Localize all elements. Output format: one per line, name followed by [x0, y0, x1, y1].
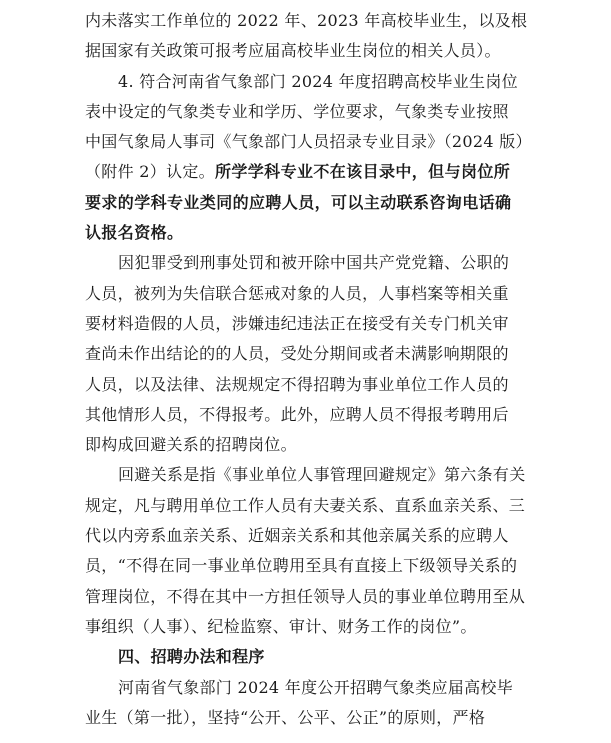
paragraph-line: 业生（第一批），坚持“公开、公平、公正”的原则，严格	[85, 707, 486, 727]
paragraph-line: 人员，以及法律、法规规定不得招聘为事业单位工作人员的	[85, 374, 509, 394]
paragraph-line: 事组织（人事）、纪检监察、审计、财务工作的岗位”。	[85, 616, 477, 636]
paragraph-line: 河南省气象部门 2024 年度公开招聘气象类应届高校毕	[118, 677, 513, 697]
paragraph-line: 代以内旁系血亲关系、近姻亲关系和其他亲属关系的应聘人	[85, 526, 509, 546]
paragraph-line: 人员，被列为失信联合惩戒对象的人员，人事档案等相关重	[85, 283, 509, 303]
paragraph-line: 员，“不得在同一事业单位聘用至具有直接上下级领导关系的	[85, 556, 518, 576]
paragraph-line: 查尚未作出结论的的人员，受处分期间或者未满影响期限的	[85, 344, 509, 364]
paragraph-line: 内未落实工作单位的 2022 年、2023 年高校毕业生，以及根	[85, 11, 528, 30]
paragraph-line: 据国家有关政策可报考应届高校毕业生岗位的相关人员）。	[85, 41, 501, 61]
paragraph-line: 其他情形人员，不得报考。此外，应聘人员不得报考聘用后	[85, 404, 509, 424]
paragraph-line: 规定，凡与聘用单位工作人员有夫妻关系、直系血亲关系、三	[85, 495, 526, 515]
paragraph-line	[85, 157, 581, 187]
emphasis-text: 所学学科专业不在该目录中，但与岗位所	[214, 162, 511, 182]
paragraph-line: 表中设定的气象类专业和学历、学位要求，气象类专业按照	[85, 101, 509, 121]
paragraph-line: 中国气象局人事司《气象部门人员招录专业目录》（2024 版）	[85, 132, 532, 152]
paragraph-line: 要材料造假的人员，涉嫌违纪违法正在接受有关专门机关审	[85, 313, 509, 333]
paragraph-line: 因犯罪受到刑事处罚和被开除中国共产党党籍、公职的	[118, 253, 510, 273]
emphasis-line: 要求的学科专业类同的应聘人员，可以主动联系咨询电话确	[85, 192, 512, 212]
paragraph-line: 回避关系是指《事业单位人事管理回避规定》第六条有关	[118, 465, 526, 485]
paragraph-line: 管理岗位，不得在其中一方担任领导人员的事业单位聘用至从	[85, 586, 526, 606]
paragraph-text: （附件 2）认定。	[85, 162, 215, 182]
section-heading: 四、招聘办法和程序	[118, 647, 265, 667]
emphasis-line: 认报名资格。	[85, 223, 184, 243]
paragraph-line: 即构成回避关系的招聘岗位。	[85, 435, 297, 455]
paragraph-line: 4. 符合河南省气象部门 2024 年度招聘高校毕业生岗位	[118, 71, 518, 91]
